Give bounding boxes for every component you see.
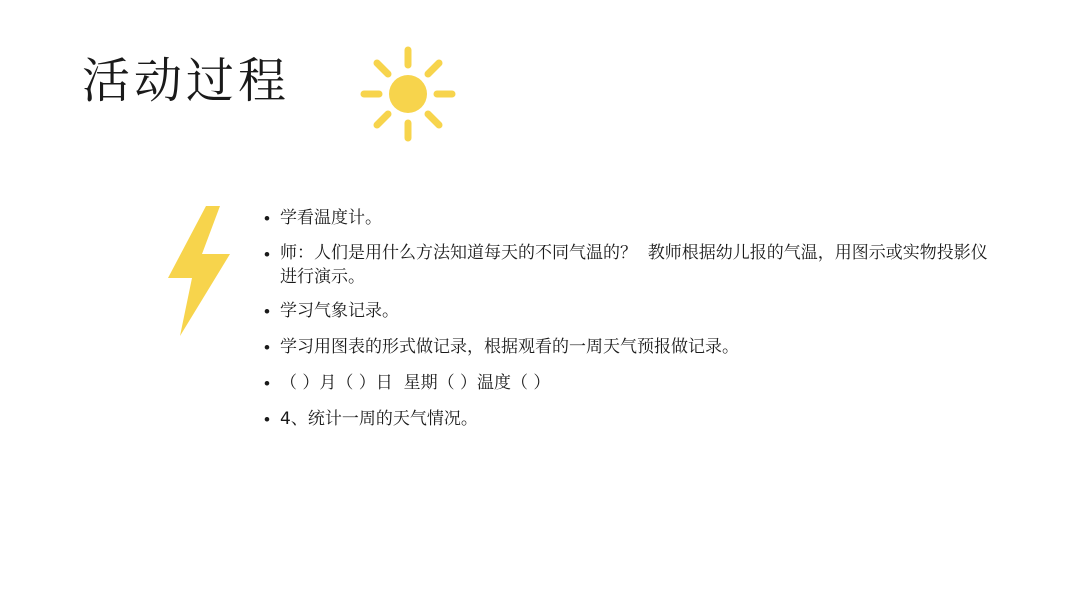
list-item-text: （ ）月（ ）日 星期（ ）温度（ ）	[280, 373, 551, 393]
page-title: 活动过程	[82, 55, 291, 108]
sun-icon	[360, 46, 456, 142]
bullet-marker-icon: •	[264, 410, 270, 429]
list-item-text: 学看温度计。	[280, 208, 382, 228]
list-item-text: 4、统计一周的天气情况。	[280, 409, 478, 429]
list-item	[264, 241, 1004, 289]
list-item	[264, 334, 1004, 361]
list-item-text: 师：人们是用什么方法知道每天的不同气温的？ 教师根据幼儿报的气温，用图示或实物投影仪进行演示。	[280, 243, 988, 287]
list-item	[264, 406, 1004, 433]
list-item	[264, 205, 1004, 232]
bullet-list	[264, 205, 1004, 442]
bullet-marker-icon: •	[264, 209, 270, 228]
list-item	[264, 370, 1004, 397]
lightning-bolt-icon	[158, 206, 238, 336]
bullet-marker-icon: •	[264, 302, 270, 321]
bullet-marker-icon: •	[264, 374, 270, 393]
bullet-marker-icon: •	[264, 338, 270, 357]
list-item-text: 学习气象记录。	[280, 301, 399, 321]
list-item-text: 学习用图表的形式做记录，根据观看的一周天气预报做记录。	[280, 337, 739, 357]
bullet-marker-icon: •	[264, 245, 270, 264]
list-item	[264, 298, 1004, 325]
